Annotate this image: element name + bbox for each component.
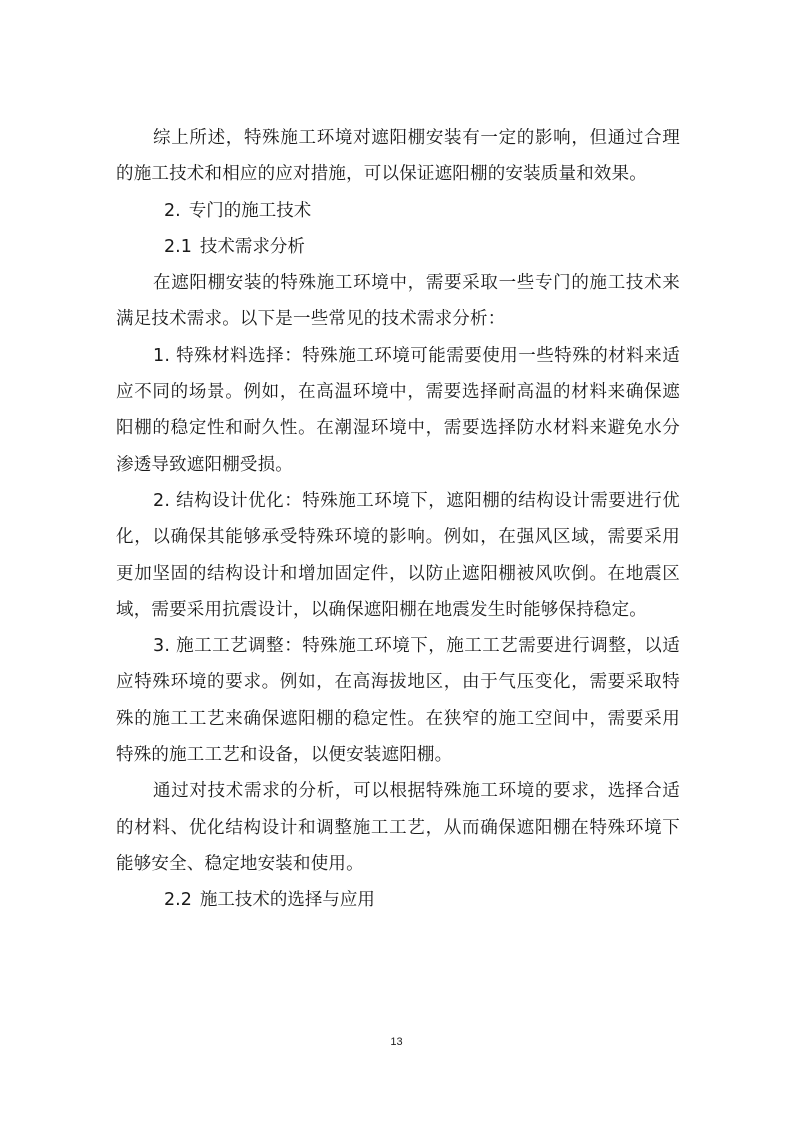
paragraph-intro: 在遮阳棚安装的特殊施工环境中，需要采取一些专门的施工技术来满足技术需求。以下是一些常见的技术需求分析： (116, 273, 680, 330)
section-heading-2-2 (116, 882, 680, 918)
paragraph-summary: 通过对技术需求的分析，可以根据特殊施工环境的要求，选择合适的材料、优化结构设计和调整施工工艺，从而确保遮阳棚在特殊环境下能够安全、稳定地安装和使用。 (116, 781, 680, 874)
page-body (116, 120, 680, 919)
section-number: 2. (164, 200, 181, 221)
paragraph-item-3: 3. 施工工艺调整：特殊施工环境下，施工工艺需要进行调整，以适应特殊环境的要求。例如，在高海拔地区，由于气压变化，需要采取特殊的施工工艺来确保遮阳棚的稳定性。在狭窄的施工空间中，需要采用特殊的施工工艺和设备，以便安装遮阳棚。 (116, 636, 680, 766)
paragraph-item-2: 2. 结构设计优化：特殊施工环境下，遮阳棚的结构设计需要进行优化，以确保其能够承受特殊环境的影响。例如，在强风区域，需要采用更加坚固的结构设计和增加固定件，以防止遮阳棚被风吹倒。在地震区域，需要采用抗震设计，以确保遮阳棚在地震发生时能够保持稳定。 (116, 490, 680, 620)
section-title: 施工技术的选择与应用 (199, 890, 375, 911)
section-number: 2.2 (164, 890, 192, 911)
section-heading-2-1 (116, 229, 680, 265)
paragraph-item-1: 1. 特殊材料选择：特殊施工环境可能需要使用一些特殊的材料来适应不同的场景。例如，在高温环境中，需要选择耐高温的材料来确保遮阳棚的稳定性和耐久性。在潮湿环境中，需要选择防水材料来避免水分渗透导致遮阳棚受损。 (116, 345, 680, 475)
paragraph-conclusion: 综上所述，特殊施工环境对遮阳棚安装有一定的影响，但通过合理的施工技术和相应的应对措施，可以保证遮阳棚的安装质量和效果。 (116, 128, 680, 185)
section-title: 技术需求分析 (199, 236, 305, 257)
section-title: 专门的施工技术 (188, 200, 312, 221)
section-heading-2 (116, 193, 680, 229)
page-number: 13 (390, 1036, 403, 1048)
section-number: 2.1 (164, 236, 192, 257)
